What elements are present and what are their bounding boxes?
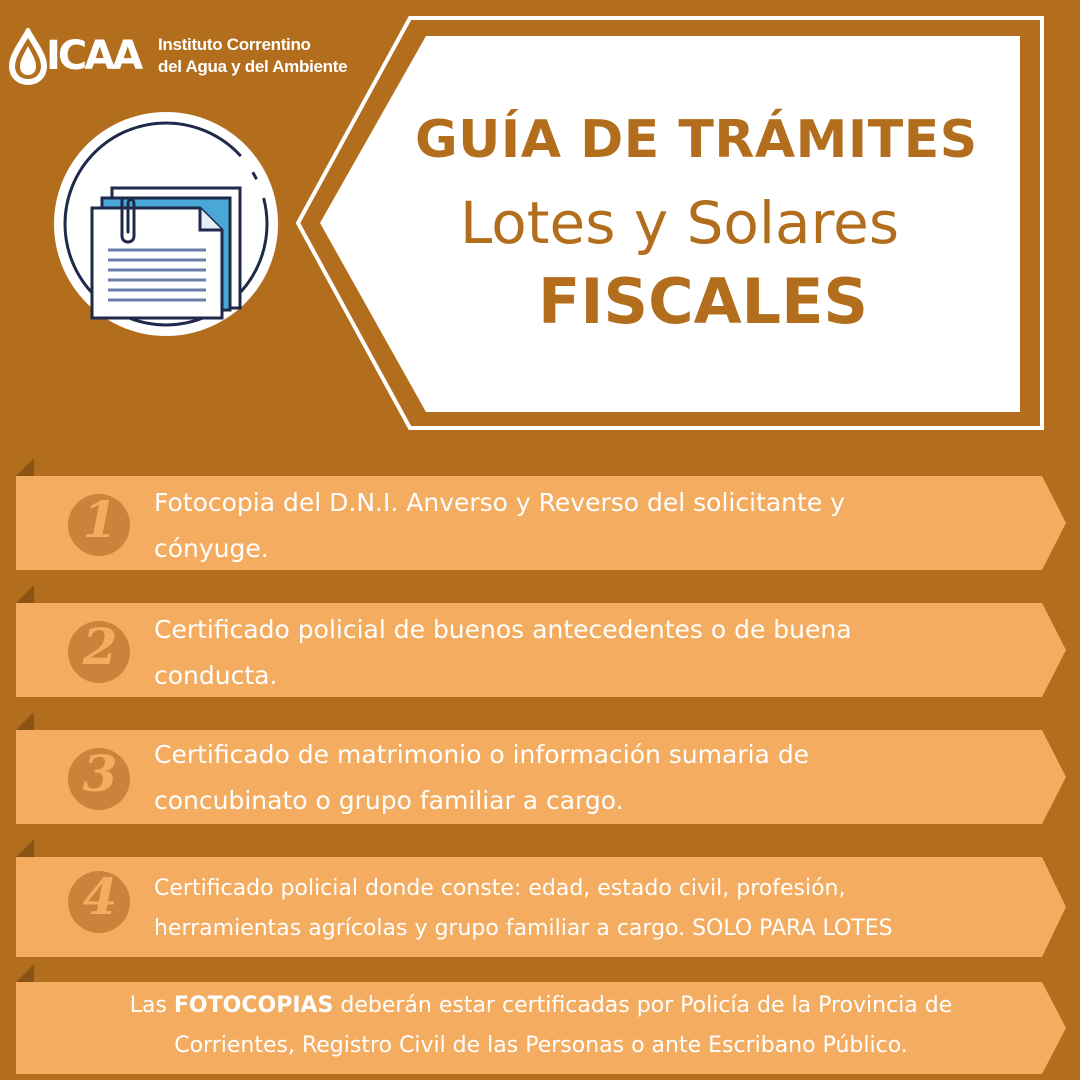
- certification-note: [16, 964, 1066, 1076]
- requirement-text-line-1: Fotocopia del D.N.I. Anverso y Reverso del solicitante y: [154, 488, 845, 517]
- requirement-text-line-1: Certificado de matrimonio o información sumaria de: [154, 740, 810, 769]
- requirement-item-3: [16, 712, 1066, 824]
- requirement-text-line-2: conducta.: [154, 661, 278, 690]
- requirement-item-2: [16, 585, 1066, 697]
- note-line-2: Corrientes, Registro Civil de las Personas o ante Escribano Público.: [174, 1033, 908, 1058]
- logo-line-2: del Agua y del Ambiente: [158, 57, 348, 76]
- note-prefix: Las: [129, 993, 174, 1018]
- requirement-text-line-1: Certificado policial de buenos antecedentes o de buena: [154, 615, 852, 644]
- requirement-item-4: [16, 839, 1066, 957]
- certification-note-text: [16, 986, 1066, 1066]
- requirement-text: [154, 480, 845, 572]
- note-bold-word: FOTOCOPIAS: [173, 993, 334, 1018]
- documents-with-paperclip-icon: [50, 108, 282, 340]
- requirement-text: [154, 607, 852, 699]
- requirement-number: 2: [82, 617, 118, 676]
- logo-line-1: Instituto Correntino: [158, 35, 311, 54]
- requirement-text-line-2: herramientas agrícolas y grupo familiar a cargo. SOLO PARA LOTES: [154, 916, 893, 941]
- logo-abbreviation: ICAA: [46, 33, 141, 79]
- requirement-text-line-2: concubinato o grupo familiar a cargo.: [154, 786, 624, 815]
- water-drop-logo-icon: [8, 28, 48, 88]
- requirement-number: 4: [82, 867, 118, 926]
- page-subtitle: Lotes y Solares: [460, 189, 900, 257]
- note-line-1: [16, 986, 1066, 1026]
- requirement-text-line-1: Certificado policial donde conste: edad, estado civil, profesión,: [154, 876, 846, 901]
- document-illustration: [50, 108, 282, 340]
- requirement-number: 3: [82, 744, 118, 803]
- requirement-number: 1: [82, 490, 118, 549]
- requirement-text: [154, 869, 893, 949]
- note-suffix: deberán estar certificadas por Policía de la Provincia de: [333, 993, 953, 1018]
- requirement-text-line-2: cónyuge.: [154, 534, 269, 563]
- requirement-item-1: [16, 458, 1066, 570]
- page-subtitle-bold: FISCALES: [538, 265, 869, 338]
- page-title: GUÍA DE TRÁMITES: [415, 110, 978, 170]
- requirement-text: [154, 732, 809, 824]
